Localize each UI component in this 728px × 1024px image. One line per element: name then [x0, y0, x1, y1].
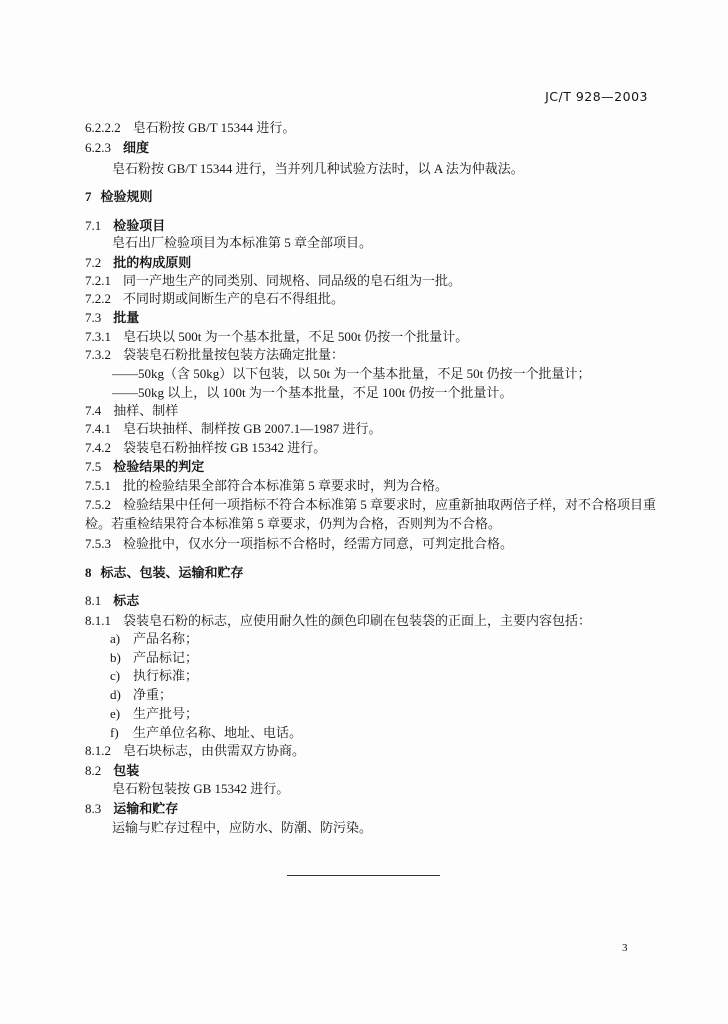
clause-8-2 [85, 762, 139, 780]
clause-title: 细度 [123, 140, 150, 155]
list-item-text: 生产单位名称、地址、电话。 [133, 725, 303, 740]
clause-title: 包装 [113, 763, 140, 778]
list-item [110, 630, 198, 648]
clause-7-4-2 [85, 439, 326, 457]
clause-7-5 [85, 458, 204, 476]
clause-number: 6.2.3 [85, 140, 111, 155]
clause-6-2-3 [85, 139, 149, 157]
clause-text: 皂石块以 500t 为一个基本批量，不足 500t 仍按一个批量计。 [123, 329, 469, 344]
clause-7-1-text: 皂石出厂检验项目为本标准第 5 章全部项目。 [112, 235, 373, 250]
clause-7-2-2 [85, 290, 344, 308]
list-item-label: a) [110, 631, 121, 646]
clause-number: 8.1.2 [85, 743, 111, 758]
clause-number: 7.5 [85, 459, 102, 474]
list-item-text: 净重； [133, 687, 173, 702]
clause-8-1-1 [85, 612, 591, 630]
clause-text: 批的检验结果全部符合本标准第 5 章要求时，判为合格。 [123, 478, 449, 493]
clause-7-2 [85, 254, 191, 272]
clause-7-5-1 [85, 477, 448, 495]
chapter-title: 检验规则 [100, 189, 153, 204]
clause-number: 7.5.2 [85, 497, 111, 512]
clause-number: 8.3 [85, 801, 102, 816]
clause-number: 7.2 [85, 255, 102, 270]
list-item [110, 686, 172, 704]
clause-title: 批的构成原则 [113, 255, 192, 270]
clause-number: 7.3.1 [85, 329, 111, 344]
list-item [110, 705, 198, 723]
clause-text: 袋装皂石粉的标志，应使用耐久性的颜色印刷在包装袋的正面上，主要内容包括： [123, 613, 592, 628]
list-item-label: f) [110, 725, 119, 740]
clause-number: 7.1 [85, 218, 102, 233]
clause-8-3 [85, 800, 178, 818]
clause-number: 8.1.1 [85, 613, 111, 628]
dash-item: ——50kg 以上，以 100t 为一个基本批量，不足 100t 仍按一个批量计。 [112, 385, 513, 400]
list-item [110, 667, 198, 685]
clause-number: 8.1 [85, 593, 102, 608]
clause-number: 7.2.1 [85, 273, 111, 288]
clause-7-3-1 [85, 328, 468, 346]
list-item [110, 724, 302, 742]
clause-7-3-2 [85, 346, 344, 364]
list-item-text: 执行标准； [133, 668, 199, 683]
clause-6-2-2-2 [85, 119, 295, 137]
clause-title: 运输和贮存 [113, 801, 179, 816]
standard-code: JC/T 928—2003 [545, 89, 648, 104]
list-item-text: 生产批号； [133, 706, 199, 721]
clause-6-2-3-text: 皂石粉按 GB/T 15344 进行，当并列几种试验方法时，以 A 法为仲裁法。 [112, 161, 524, 176]
clause-text: 同一产地生产的同类别、同规格、同品级的皂石组为一批。 [123, 273, 462, 288]
chapter-number: 8 [85, 565, 92, 580]
clause-number: 6.2.2.2 [85, 120, 121, 135]
clause-7-3 [85, 309, 139, 327]
clause-text: 不同时期或间断生产的皂石不得组批。 [123, 291, 345, 306]
clause-title: 检验项目 [113, 218, 166, 233]
page-number: 3 [622, 942, 628, 954]
clause-7-1 [85, 217, 165, 235]
clause-7-5-3 [85, 535, 513, 553]
clause-7-4 [85, 402, 178, 420]
clause-8-1 [85, 592, 139, 610]
list-item-text: 产品标记； [133, 650, 199, 665]
clause-number: 7.2.2 [85, 291, 111, 306]
chapter-7-heading [85, 188, 153, 206]
clause-number: 7.3.2 [85, 347, 111, 362]
clause-number: 7.4 [85, 403, 102, 418]
clause-title: 抽样、制样 [113, 403, 179, 418]
clause-title: 批量 [113, 310, 140, 325]
clause-number: 7.4.2 [85, 440, 111, 455]
clause-text: 皂石粉按 GB/T 15344 进行。 [132, 120, 296, 135]
clause-text: 检验结果中任何一项指标不符合本标准第 5 章要求时，应重新抽取两倍子样，对不合格项目重 [123, 497, 657, 512]
clause-text: 皂石块标志，由供需双方协商。 [123, 743, 306, 758]
clause-7-2-1 [85, 272, 461, 290]
list-item-label: d) [110, 687, 121, 702]
clause-8-1-2 [85, 742, 305, 760]
clause-7-4-1 [85, 420, 382, 438]
list-item-label: e) [110, 706, 121, 721]
clause-title: 检验结果的判定 [113, 459, 205, 474]
clause-title: 标志 [113, 593, 140, 608]
list-item [110, 649, 198, 667]
clause-number: 7.3 [85, 310, 102, 325]
list-item-label: b) [110, 650, 121, 665]
clause-8-3-text: 运输与贮存过程中，应防水、防潮、防污染。 [112, 820, 373, 835]
list-item-text: 产品名称； [133, 631, 199, 646]
clause-text: 皂石块抽样、制样按 GB 2007.1—1987 进行。 [123, 421, 382, 436]
clause-7-5-2-continued: 检。若重检结果符合本标准第 5 章要求，仍判为合格，否则判为不合格。 [85, 516, 502, 531]
clause-7-5-2 [85, 496, 656, 514]
chapter-title: 标志、包装、运输和贮存 [100, 565, 244, 580]
chapter-8-heading [85, 564, 244, 582]
clause-number: 8.2 [85, 763, 102, 778]
clause-text: 袋装皂石粉抽样按 GB 15342 进行。 [123, 440, 327, 455]
clause-number: 7.4.1 [85, 421, 111, 436]
dash-item: ——50kg（含 50kg）以下包装，以 50t 为一个基本批量，不足 50t 仍按一个批量计； [112, 366, 591, 381]
clause-text: 检验批中，仅水分一项指标不合格时，经需方同意，可判定批合格。 [123, 536, 514, 551]
list-item-label: c) [110, 668, 121, 683]
end-rule [287, 875, 440, 876]
clause-text: 袋装皂石粉批量按包装方法确定批量： [123, 347, 345, 362]
clause-number: 7.5.1 [85, 478, 111, 493]
clause-number: 7.5.3 [85, 536, 111, 551]
clause-8-2-text: 皂石粉包装按 GB 15342 进行。 [112, 781, 290, 796]
chapter-number: 7 [85, 189, 92, 204]
